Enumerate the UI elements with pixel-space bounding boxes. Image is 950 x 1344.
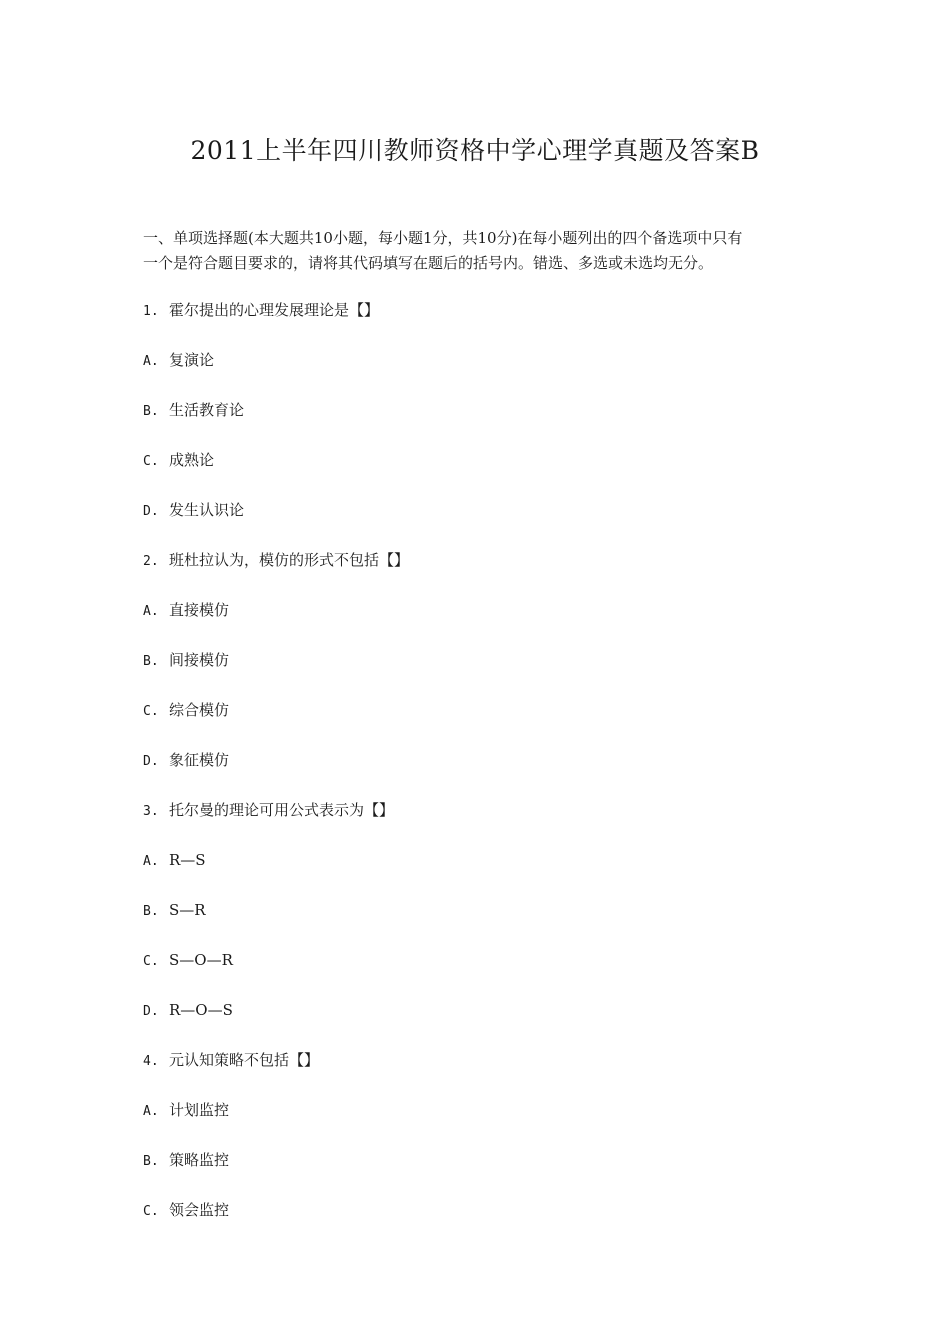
- question-number: 2.: [143, 554, 159, 569]
- option-item: [143, 1000, 233, 1022]
- option-text: 综合模仿: [169, 701, 230, 719]
- option-item: [143, 700, 229, 722]
- option-letter: B.: [143, 654, 159, 669]
- question-number: 3.: [143, 804, 159, 819]
- option-letter: C.: [143, 704, 159, 719]
- option-item: [143, 350, 214, 372]
- option-text: 领会监控: [169, 1201, 230, 1219]
- question-number: 4.: [143, 1054, 159, 1069]
- option-letter: A.: [143, 604, 159, 619]
- option-text: 成熟论: [169, 451, 215, 469]
- option-text: R—O—S: [169, 1001, 233, 1019]
- option-letter: C.: [143, 1204, 159, 1219]
- option-text: 象征模仿: [169, 751, 230, 769]
- section-intro: [143, 226, 823, 276]
- option-text: 策略监控: [169, 1151, 230, 1169]
- question-text: 元认知策略不包括【】: [169, 1051, 320, 1069]
- question-text: 霍尔提出的心理发展理论是【】: [169, 301, 380, 319]
- question-stem: [143, 550, 409, 572]
- option-item: [143, 1200, 229, 1222]
- option-item: [143, 600, 229, 622]
- option-text: 间接模仿: [169, 651, 230, 669]
- option-text: 计划监控: [169, 1101, 230, 1119]
- question-stem: [143, 800, 394, 822]
- option-item: [143, 1100, 229, 1122]
- option-letter: C.: [143, 954, 159, 969]
- option-text: 复演论: [169, 351, 215, 369]
- document-title: 2011上半年四川教师资格中学心理学真题及答案B: [190, 136, 760, 165]
- option-item: [143, 900, 206, 922]
- option-letter: A.: [143, 354, 159, 369]
- option-item: [143, 650, 229, 672]
- option-letter: A.: [143, 854, 159, 869]
- question-stem: [143, 1050, 319, 1072]
- option-text: R—S: [169, 851, 206, 869]
- option-item: [143, 1150, 229, 1172]
- option-letter: D.: [143, 754, 159, 769]
- option-text: S—R: [169, 901, 206, 919]
- option-text: 生活教育论: [169, 401, 245, 419]
- option-item: [143, 450, 214, 472]
- option-letter: D.: [143, 504, 159, 519]
- option-letter: B.: [143, 404, 159, 419]
- option-text: 直接模仿: [169, 601, 230, 619]
- question-number: 1.: [143, 304, 159, 319]
- question-stem: [143, 300, 379, 322]
- intro-line: 一、单项选择题(本大题共10小题，每小题1分，共10分)在每小题列出的四个备选项中只有: [143, 229, 743, 247]
- option-letter: C.: [143, 454, 159, 469]
- option-letter: B.: [143, 904, 159, 919]
- option-text: 发生认识论: [169, 501, 245, 519]
- option-letter: B.: [143, 1154, 159, 1169]
- option-item: [143, 850, 206, 872]
- option-item: [143, 400, 244, 422]
- option-item: [143, 750, 229, 772]
- intro-line: 一个是符合题目要求的，请将其代码填写在题后的括号内。错选、多选或未选均无分。: [143, 254, 714, 272]
- option-letter: D.: [143, 1004, 159, 1019]
- option-item: [143, 950, 233, 972]
- question-text: 班杜拉认为，模仿的形式不包括【】: [169, 551, 410, 569]
- option-item: [143, 500, 244, 522]
- option-letter: A.: [143, 1104, 159, 1119]
- option-text: S—O—R: [169, 951, 233, 969]
- question-text: 托尔曼的理论可用公式表示为【】: [169, 801, 395, 819]
